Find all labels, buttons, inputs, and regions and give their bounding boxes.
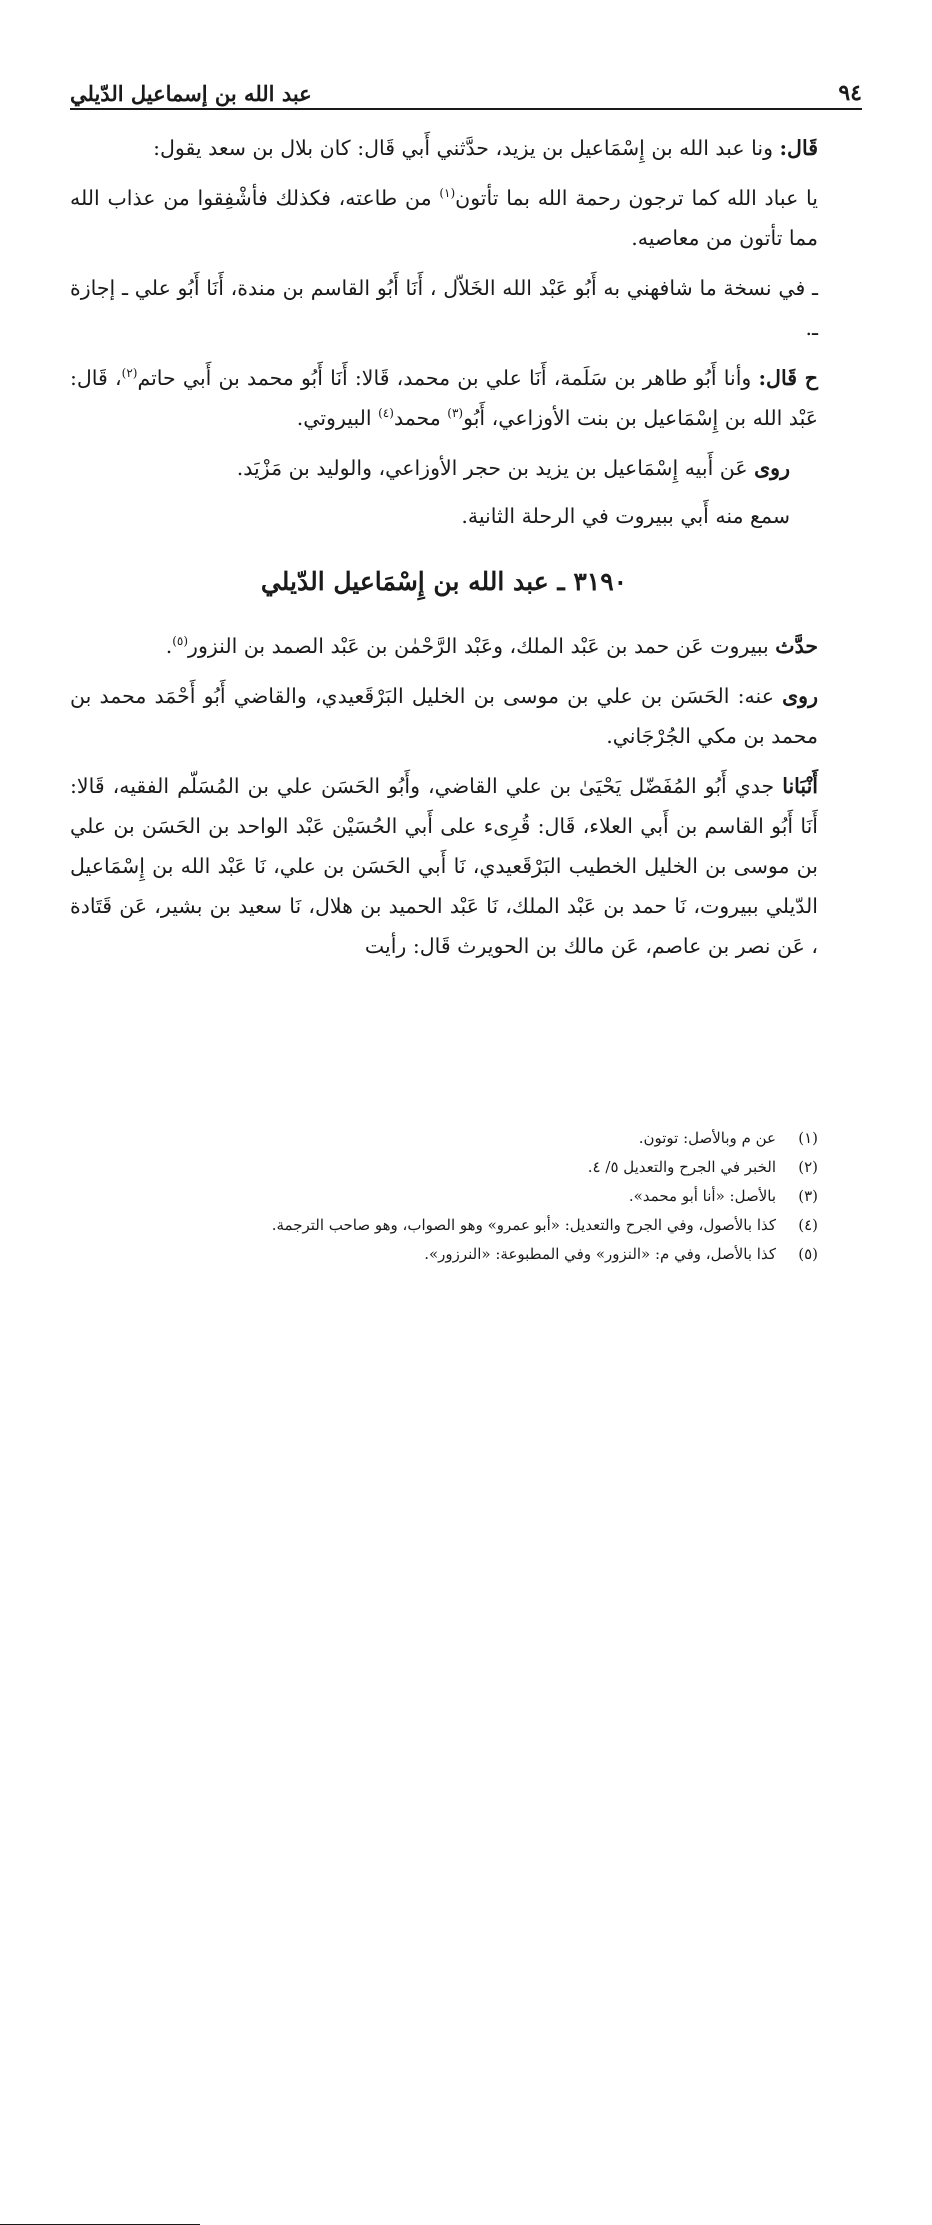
paragraph-text: البيروتي. [296,406,379,430]
paragraph-text: ـ في نسخة ما شافهني به أَبُو عَبْد الله الخَلاّل ، أَنَا أَبُو القاسم بن مندة، أَنَا أَبُو علي ـ إجازة ـ. [70,276,818,340]
header-rule [70,108,862,110]
paragraph-4 [70,358,818,438]
paragraph-text: من طاعته، فكذلك فأشْفِقوا من عذاب الله مما تأتون من معاصيه. [70,186,818,250]
main-text [70,128,818,976]
footnote-number: (٣) [798,1187,818,1205]
footnote-number: (١) [798,1129,818,1147]
paragraph-1 [70,128,818,168]
keyword: حدَّث [775,634,818,658]
footnote-number: (٢) [798,1158,818,1176]
footnote [70,1124,818,1153]
keyword: أَنْبَانا [782,774,818,798]
paragraph-text: يا عباد الله كما ترجون رحمة الله بما تأتون [455,186,818,210]
paragraph-text: ، قَال: عَبْد الله بن إِسْمَاعيل بن بنت الأوزاعي، أَبُو [70,366,818,430]
footnote-text: عن م وبالأصل: توتون. [638,1129,776,1147]
entry-paragraph-1 [70,626,818,666]
paragraph-text: محمد [393,406,448,430]
keyword: روى [754,456,790,480]
footnote [70,1211,818,1240]
keyword: ح قَال: [758,366,818,390]
footnote [70,1240,818,1269]
footnote-text: كذا بالأصول، وفي الجرح والتعديل: «أبو عمرو» وهو الصواب، وهو صاحب الترجمة. [271,1216,776,1234]
keyword: روى [782,684,818,708]
paragraph-text: ونا عبد الله بن إِسْمَاعيل بن يزيد، حدَّثني أَبي قَال: كان بلال بن سعد يقول: [153,136,780,160]
entry-paragraph-2 [70,676,818,756]
paragraph-text: عَن أَبيه إِسْمَاعيل بن يزيد بن حجر الأوزاعي، والوليد بن مَزْيَد. [236,456,755,480]
footnote-text: الخبر في الجرح والتعديل ٥/ ٤. [587,1158,776,1176]
paragraph-text: وأنا أَبُو طاهر بن سَلَمة، أَنَا علي بن محمد، قَالا: أَنَا أَبُو محمد بن أَبي حاتم [137,366,759,390]
running-title: عبد الله بن إسماعيل الدّيلي [70,81,312,106]
paragraph-3 [70,268,818,348]
paragraph-text: . [165,634,173,658]
paragraph-text: ببيروت عَن حمد بن عَبْد الملك، وعَبْد الرَّحْمٰن بن عَبْد الصمد بن النزور [188,634,776,658]
footnote-ref[interactable]: (٣) [447,406,464,421]
keyword: قَال: [779,136,818,160]
footnote-ref[interactable]: (٢) [121,366,138,381]
footnote [70,1182,818,1211]
entry-paragraph-3 [70,766,818,966]
footnote-ref[interactable]: (١) [439,186,456,201]
footnote-text: بالأصل: «أنا أبو محمد». [628,1187,776,1205]
footnote-ref[interactable]: (٥) [172,634,189,649]
footnote-number: (٤) [798,1216,818,1234]
page-header [70,72,862,106]
footnote-number: (٥) [798,1245,818,1263]
page-number: ٩٤ [838,80,862,106]
footnote [70,1153,818,1182]
paragraph-text: جدي أَبُو المُفَضّل يَحْيَىٰ بن علي القاضي، وأَبُو الحَسَن علي بن المُسَلّم الفقيه، قَالا: أَنَا أَبُو القاسم بن أَبي العلاء، قَال: قُرِىء على أَبي الحُسَيْن عَبْد الواحد بن الحَسَن بن علي بن موسى بن الخليل الخطيب البَرْقَعيدي، نَا أَبي الحَسَن بن علي، نَا عَبْد الله بن إِسْمَاعيل الدّيلي ببيروت، نَا حمد بن عَبْد الملك، نَا عَبْد الحميد بن هلال، نَا سعيد بن بشير، عَن قَتَادة ، عَن نصر بن عاصم، عَن مالك بن الحويرث قَال: رأيت [70,774,818,958]
indented-paragraph-1 [70,448,818,488]
indented-paragraph-2 [70,496,818,536]
paragraph-2 [70,178,818,258]
paragraph-text: سمع منه أَبي ببيروت في الرحلة الثانية. [461,504,790,528]
footnotes [70,1124,818,1269]
footnote-ref[interactable]: (٤) [378,406,394,421]
paragraph-text: عنه: الحَسَن بن علي بن موسى بن الخليل البَرْقَعيدي، والقاضي أَبُو أَحْمَد محمد بن محمد بن مكي الجُرْجَاني. [70,684,818,748]
footnote-text: كذا بالأصل، وفي م: «النزور» وفي المطبوعة: «النرزور». [424,1245,776,1263]
entry-title: ٣١٩٠ ـ عبد الله بن إِسْمَاعيل الدّيلي [260,567,628,596]
